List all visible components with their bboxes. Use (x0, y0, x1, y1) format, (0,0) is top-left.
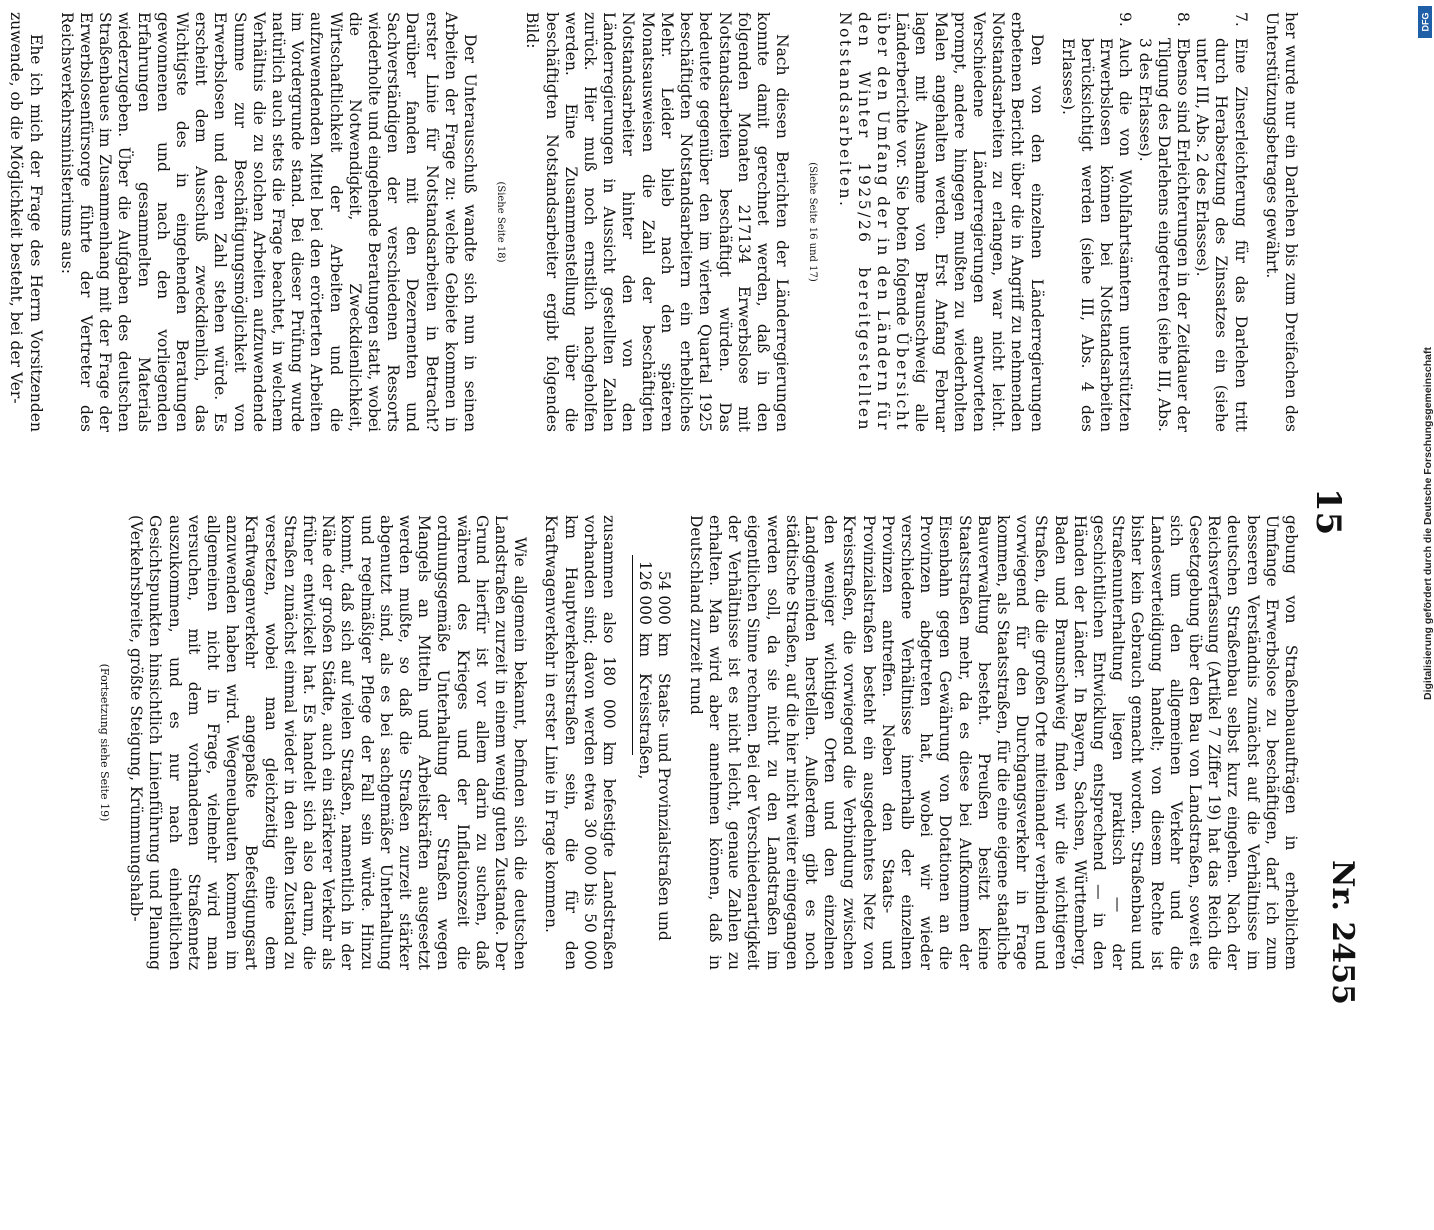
intro-line: her wurde nur ein Darlehen bis zum Dreifachen des Unterstützungsbetrages gewährt. (1262, 12, 1300, 432)
paragraph: Ehe ich mich der Frage des Herrn Vorsitzenden zuwende, ob die Möglichkeit besteht, bei der Ver- (7, 12, 45, 432)
list-item-number: 8. (1173, 12, 1192, 27)
paragraph: Nach diesen Berichten der Länderregierungen konnte damit gerechnet werden, daß in den folgenden Monaten 217134 Erwerbslose mit Notstandsarbeiten beschäftigt würden. Das bedeutete gegenüber den im vierten Quartal 1925 beschäftigten Notstandsarbeitern ein erhebliches Mehr. Leider blieb nach den späteren Monatsausweisen die Zahl der beschäftigten Notstandsarbeiter hinter den von den Länderregierungen in Aussicht gestellten Zahlen zurück. Hier muß noch ernstlich nachgeholfen werden. Eine Zusammenstellung über die beschäftigten Notstandsarbeiter ergibt folgendes Bild: (523, 12, 792, 432)
spaced-emphasis: Übersicht über den Umfang der in den Ländern für den Winter 1925/26 bereitgestellten Notstandsarbeiten. (835, 12, 912, 432)
page-reference-note: (Siehe Seite 18) (495, 181, 507, 263)
summary-label: Kreisstraßen, (636, 673, 655, 780)
summary-unit: km (636, 633, 655, 658)
summary-row (635, 515, 654, 970)
list-item (1192, 12, 1250, 432)
dfg-logo-text: DFG (1420, 12, 1430, 32)
right-column (95, 515, 1300, 970)
list-item (1058, 12, 1135, 432)
paragraph: zusammen also 180 000 km befestigte Landstraßen vorhanden sind; davon werden etwa 30 000 bis 50 000 km Hauptverkehrsstraßen sein, die für den Kraftwagenverkehr in erster Linie in Frage kommen. (542, 515, 619, 970)
page-number: 15 (1308, 488, 1348, 536)
page-reference-note: (Siehe Seite 16 und 17) (807, 162, 819, 282)
paragraph: Wie allgemein bekannt, befinden sich die deutschen Landstraßen zurzeit in einem wenig guten Zustande. Der Grund hierfür ist vor allem darin zu suchen, daß während des Krieges und der Inflationszeit die ordnungsgemäße Unterhaltung der Straßen wegen Mangels an Mitteln und Arbeitskräften ausgesetzt werden mußte, so daß die Straßen zurzeit stärker abgenutzt sind, als es bei sachgemäßer Unterhaltung und regelmäßiger Pflege der Fall sein würde. Hinzu kommt, daß sich auf vielen Straßen, namentlich in der Nähe der großen Städte, auch ein stärkerer Verkehr als früher entwickelt hat. Es handelt sich also darum, die Straßen zunächst einmal wieder in den alten Zustand zu versetzen, wobei man gleichzeitig eine dem Kraftwagenverkehr angepaßte Befestigungsart anzuwenden haben wird. Wegeneubauten kommen im allgemeinen nicht in Frage, vielmehr wird man versuchen, mit dem vorhandenen Straßennetz auszukommen, und es nur nach einheitlichen Gesichtspunkten hinsichtlich Linienführung und Planung (Verkehrsbreite, größte Steigung, Krümmungshalb- (127, 515, 530, 970)
left-column (0, 12, 1300, 432)
paragraph (834, 12, 1045, 432)
summary-row (654, 515, 673, 970)
numbered-list (1058, 12, 1250, 432)
digitization-attribution: Digitalisierung gefördert durch die Deutsche Forschungsgemeinschaft (1422, 347, 1434, 700)
road-length-summary (632, 515, 673, 970)
list-item-number: 9. (1116, 12, 1135, 27)
list-item-text: Eine Zinserleichterung für das Darlehen tritt durch Herabsetzung des Zinssatzes ein (siehe unter III, Abs. 2 des Erlasses). (1193, 38, 1250, 432)
dfg-logo (1418, 6, 1432, 38)
issue-number: Nr. 2455 (1325, 860, 1360, 1005)
list-item-text: Ebenso sind Erleichterungen in der Zeitdauer der Tilgung des Darlehens eingetreten (siehe III, Abs. 3 des Erlasses). (1135, 38, 1192, 432)
list-item-text: Auch die von Wohlfahrtsämtern unterstützten Erwerbslosen können bei Notstandsarbeiten berücksichtigt werden (siehe III, Abs. 4 des Erlasses). (1058, 38, 1135, 432)
summary-unit: km (655, 633, 674, 658)
list-item-number: 7. (1231, 12, 1250, 27)
list-item (1134, 12, 1192, 432)
summary-rule (632, 555, 633, 755)
summary-value: 126 000 (636, 560, 655, 625)
continuation-note: (Fortsetzung siehe Seite 19) (98, 663, 112, 822)
summary-value: 54 000 (655, 570, 674, 625)
page-header (1308, 0, 1400, 1000)
summary-label: Staats- und Provinzialstraßen und (655, 673, 674, 941)
paragraph-text: Den von den einzelnen Länderregierungen erbetenen Bericht über die in Angriff zu nehmenden Notstandsarbeiten zu erlangen, war nicht leicht. Verschiedene Länderregierungen antworteten prompt, andere hingegen mußten zu wiederholten Malen angehalten werden. Erst Anfang Februar lagen mit Ausnahme von Braunschweig alle Länderberichte vor. Sie boten folgende (893, 12, 1046, 432)
paragraph: Der Unterausschuß wandte sich nun in seinen Arbeiten der Frage zu: welche Gebiete kommen in erster Linie für Notstandsarbeiten in Betracht? Darüber fanden mit den Dezernenten und Sachverständigen der verschiedenen Ressorts wiederholte und eingehende Beratungen statt, wobei die Notwendigkeit, Zweckdienlichkeit, Wirtschaftlichkeit der Arbeiten und die aufzuwendenden Mittel bei den erörterten Arbeiten im Vordergrunde stand. Bei dieser Prüfung wurde natürlich auch stets die Frage beachtet, in welchem Verhältnis die zu solchen Arbeiten aufzuwendende Summe zur Beschäftigungsmöglichkeit von Erwerbslosen und deren Zahl stehen würde. Es erscheint dem Ausschuß zweckdienlich, das Wichtigste des in eingehenden Beratungen gewonnenen und nach den vorliegenden Erfahrungen gesammelten Materials wiederzugeben. Über die Aufgaben des deutschen Straßenbaues im Zusammenhang mit der Frage der Erwerbslosenfürsorge führte der Vertreter des Reichsverkehrsministeriums aus: (57, 12, 480, 432)
paragraph: gebung von Straßenbauaufträgen in erheblichem Umfange Erwerbslose zu beschäftigen, darf ich zum besseren Verständnis zunächst auf die Verhältnisse im deutschen Straßenbau selbst kurz eingehen. Nach der Reichsverfassung (Artikel 7 Ziffer 19) hat das Reich die Gesetzgebung über den Bau von Landstraßen, soweit es sich um den allgemeinen Verkehr und die Landesverteidigung handelt; von diesem Rechte ist bisher kein Gebrauch gemacht worden. Straßenbau und Straßenunterhaltung liegen praktisch — der geschichtlichen Entwicklung entsprechend — in den Händen der Länder. In Bayern, Sachsen, Württemberg, Baden und Braunschweig finden wir die wichtigeren Straßen, die die großen Orte miteinander verbinden und vorwiegend für den Durchgangsverkehr in Frage kommen, als Staatsstraßen, für die eine eigene staatliche Bauverwaltung besteht. Preußen besitzt keine Staatsstraßen mehr, da es diese bei Aufkommen der Eisenbahn gegen Gewährung von Dotationen an die Provinzen abgetreten hat, wobei wir wieder verschiedene Verhältnisse innerhalb der einzelnen Provinzen antreffen. Neben den Staats- und Provinzialstraßen besteht ein ausgedehntes Netz von Kreisstraßen, die vorwiegend die Verbindung zwischen den weniger wichtigen Orten und den einzelnen Landgemeinden herstellen. Außerdem gibt es noch städtische Straßen, auf die hier nicht weiter eingegangen werden soll, da sie nicht zu den Landstraßen im eigentlichen Sinne rechnen. Bei der Verschiedenartigkeit der Verhältnisse ist es nicht leicht, genaue Zahlen zu erhalten. Man wird aber annehmen können, daß in Deutschland zurzeit rund (686, 515, 1300, 970)
